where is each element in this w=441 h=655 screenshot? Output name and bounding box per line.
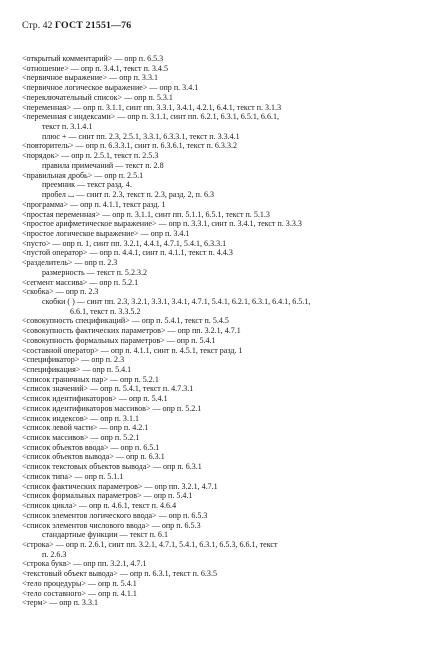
index-entry: <переключательный список> — опр п. 5.3.1 — [22, 92, 173, 102]
index-entry-continuation: преемник — текст разд. 4. — [42, 180, 132, 190]
index-entry: <первичное логическое выражение> — опр п. 3.4.1 — [22, 83, 199, 93]
index-entry: <список объектов вывода> — опр п. 6.3.1 — [22, 452, 165, 462]
index-entry: <пусто> — опр п. 1, синт пп. 3.2.1, 4.4.1, 4.7.1, 5.4.1, 6.3.3.1 — [22, 238, 227, 248]
index-entry: <порядок> — опр п. 2.5.1, текст п. 2.5.3 — [22, 151, 159, 161]
index-entry: <список цикла> — опр п. 4.6.1, текст п. 4.6.4 — [22, 501, 177, 511]
index-entry: <переменная с индексами> — опр п. 3.1.1, синт пп. 6.2.1, 6.3.1, 6.5.1, 6.6.1, — [22, 112, 280, 122]
index-entry: <простое арифметическое выражение> — опр п. 3.3.1, синт п. 3.4.1, текст п. 3.3.3 — [22, 219, 302, 229]
index-entry: <повторитель> — опр п. 6.3.3.1, синт п. 6.3.6.1, текст п. 6.3.3.2 — [22, 141, 238, 151]
index-entry-continuation: правила примечаний — текст п. 2.8 — [42, 160, 164, 170]
index-entry: <отношение> — опр п. 3.4.1, текст п. 3.4.5 — [22, 63, 168, 73]
index-entry: <скобка> — опр п. 2.3 — [22, 287, 99, 297]
index-entry: <первичное выражение> — опр п. 3.3.1 — [22, 73, 159, 83]
index-entry: <список типа> — опр п. 5.1.1 — [22, 471, 124, 481]
index-entry: <список массивов> — опр п. 5.2.1 — [22, 433, 140, 443]
index-entry: <список значений> — опр п. 5.4.1, текст п. 4.7.3.1 — [22, 384, 194, 394]
index-entry: <совокупность формальных параметров> — опр п. 5.4.1 — [22, 335, 216, 345]
index-entry: <строка букв> — опр пп. 3.2.1, 4.7.1 — [22, 559, 147, 569]
index-entry: <список текстовых объектов вывода> — опр п. 6.3.1 — [22, 462, 202, 472]
index-entry: <текстовый объект вывода> — опр п. 6.3.1, текст п. 6.3.5 — [22, 569, 217, 579]
index-entry: <сегмент массива> — опр п. 5.2.1 — [22, 277, 139, 287]
index-entry: <список идентификаторов> — опр п. 5.4.1 — [22, 394, 168, 404]
index-entry: <переменная> — опр п. 3.1.1, синт пп. 3.3.1, 3.4.1, 4.2.1, 6.4.1, текст п. 3.1.3 — [22, 102, 282, 112]
index-entry: <совокупность спецификаций> — опр п. 5.4.1, текст п. 5.4.5 — [22, 316, 229, 326]
index-entry: <составной оператор> — опр п. 4.1.1, синт п. 4.5.1, текст разд. 1 — [22, 345, 243, 355]
index-entry: <список объектов ввода> — опр п. 6.5.1 — [22, 442, 160, 452]
index-entry: <список фактических параметров> — опр пп. 3.2.1, 4.7.1 — [22, 481, 218, 491]
index-entry: <терм> — опр п. 3.3.1 — [22, 598, 99, 608]
index-entry-continuation: текст п. 3.1.4.1 — [42, 122, 93, 132]
index-entry: <список левой части> — опр п. 4.2.1 — [22, 423, 149, 433]
index-entry: <программа> — опр п. 4.1.1, текст разд. 1 — [22, 199, 166, 209]
index-entry: <список идентификаторов массивов> — опр п. 5.2.1 — [22, 403, 202, 413]
index-entry: <совокупность фактических параметров> — опр пп. 3.2.1, 4.7.1 — [22, 326, 241, 336]
index-entry-continuation: 6.6.1, текст п. 3.3.5.2 — [70, 306, 141, 316]
index-entry-continuation: скобки ( ) — синт пп. 2.3, 3.2.1, 3.3.1, 3.4.1, 4.7.1, 5.4.1, 6.2.1, 6.3.1, 6.4.1, 6.5.1, — [42, 296, 311, 306]
index-entry: <правильная дробь> — опр п. 2.5.1 — [22, 170, 144, 180]
page-header — [22, 20, 419, 32]
index-entry: <список граничных пар> — опр п. 5.2.1 — [22, 374, 159, 384]
index-entry: <список элементов числового ввода> — опр п. 6.5.3 — [22, 520, 201, 530]
index-entry: <разделитель> — опр п. 2.3 — [22, 258, 118, 268]
index-entry: <простая переменная> — опр п. 3.1.1, синт пп. 5.1.1, 6.5.1, текст п. 5.1.3 — [22, 209, 270, 219]
index-entry-continuation: размерность — текст п. 5.2.3.2 — [42, 267, 148, 277]
index-entry: <открытый комментарий> — опр п. 6.5.3 — [22, 54, 164, 63]
index-entry: <строка> — опр п. 2.6.1, синт пп. 3.2.1, 4.7.1, 5.4.1, 6.3.1, 6.5.3, 6.6.1, текст — [22, 539, 278, 549]
index-entry: <тело процедуры> — опр п. 5.4.1 — [22, 578, 137, 588]
index-entry: <тело составного> — опр п. 4.1.1 — [22, 588, 137, 598]
standard-code: ГОСТ 21551—76 — [54, 20, 132, 31]
index-entry-continuation: п. 2.6.3 — [42, 549, 67, 559]
index-entry: <список элементов логического ввода> — опр п. 6.5.3 — [22, 510, 208, 520]
index-entry: <пустой оператор> — опр п. 4.4.1, синт п. 4.1.1, текст п. 4.4.3 — [22, 248, 233, 258]
index-entries — [22, 54, 419, 608]
index-entry: <список индексов> — опр п. 3.1.1 — [22, 413, 140, 423]
index-entry-continuation: плюс + — синт пп. 2.3, 2.5.1, 3.3.1, 6.3.3.1, текст п. 3.3.4.1 — [42, 131, 240, 141]
index-entry-continuation: пробел ⌴ — синт п. 2.3, текст п. 2.3, разд. 2, п. 6.3 — [42, 190, 215, 200]
index-entry: <спецификация> — опр п. 5.4.1 — [22, 365, 132, 374]
index-entry-continuation: стандартные функции — текст п. 6.1 — [42, 530, 168, 540]
index-entry: <список формальных параметров> — опр п. 5.4.1 — [22, 491, 193, 501]
index-entry: <спецификатор> — опр п. 2.3 — [22, 355, 125, 365]
index-entry: <простое логическое выражение> — опр п. 3.4.1 — [22, 228, 190, 238]
page-number: Стр. 42 — [22, 20, 53, 31]
